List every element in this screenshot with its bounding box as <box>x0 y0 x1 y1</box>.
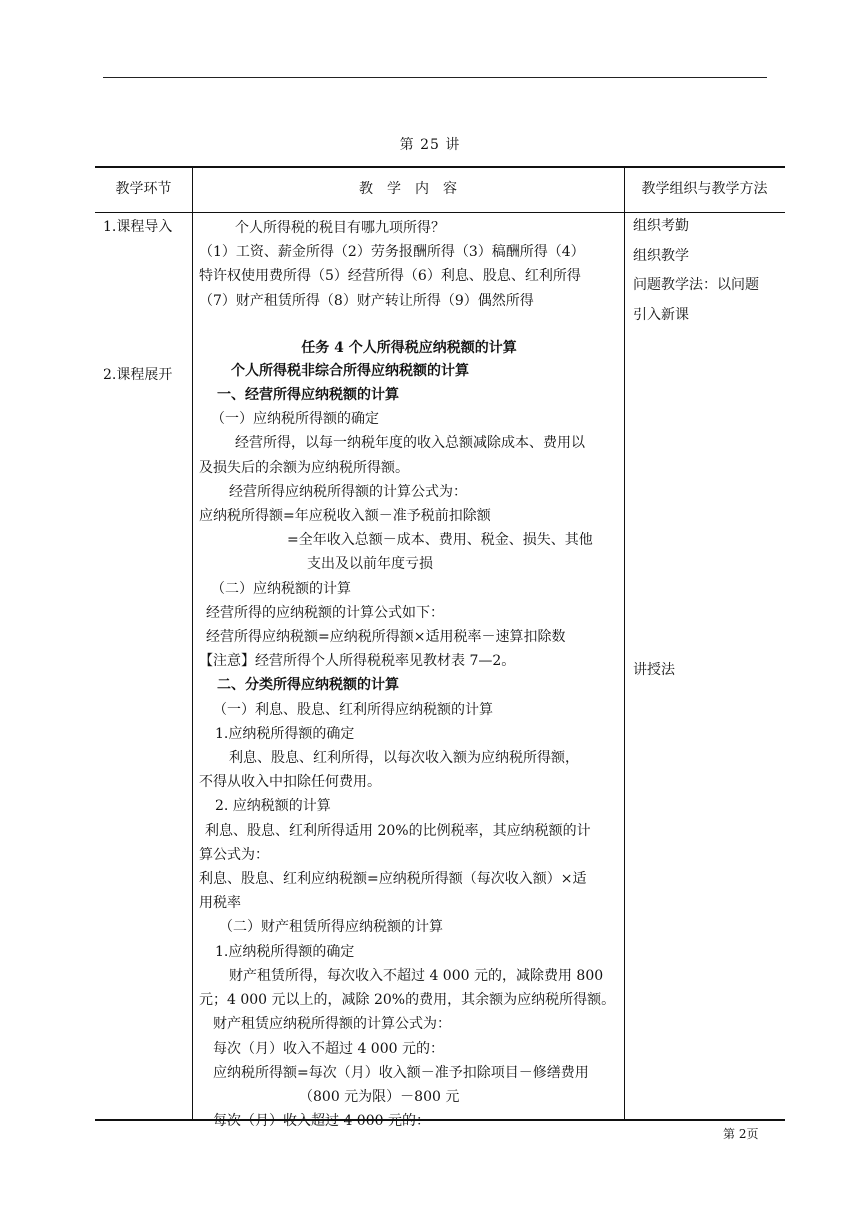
text-line: 经营所得，以每一纳税年度的收入总额减除成本、费用以 <box>235 435 585 452</box>
formula-line: 利息、股息、红利应纳税额=应纳税所得额（每次收入额）×适 <box>199 871 587 888</box>
method-item: 组织教学 <box>633 247 689 264</box>
text-line: 特许权使用费所得（5）经营所得（6）利息、股息、红利所得 <box>199 268 581 285</box>
formula-line: 支出及以前年度亏损 <box>307 556 433 573</box>
text-line: 元；4 000 元以上的，减除 20%的费用，其余额为应纳税所得额。 <box>199 992 616 1009</box>
methods-intro <box>633 217 783 335</box>
page-number: 第 2页 <box>723 1127 759 1141</box>
subsection-heading: （一）利息、股息、红利所得应纳税额的计算 <box>213 701 493 718</box>
lesson-table <box>95 166 785 1130</box>
column-divider-2 <box>624 166 625 1121</box>
text-line: 及损失后的余额为应纳税所得额。 <box>199 459 409 476</box>
text-line: 经营所得的应纳税额的计算公式如下： <box>206 604 444 621</box>
stage-intro: 1.课程导入 <box>103 219 173 235</box>
text-line: 财产租赁所得，每次收入不超过 4 000 元的，减除费用 800 <box>229 967 604 984</box>
text-line: （1）工资、薪金所得（2）劳务报酬所得（3）稿酬所得（4） <box>199 244 585 261</box>
formula-line: 用税率 <box>199 895 241 912</box>
text-line: 不得从收入中扣除任何费用。 <box>199 774 381 791</box>
text-line: 财产租赁应纳税所得额的计算公式为： <box>213 1016 451 1033</box>
column-divider-1 <box>192 166 193 1121</box>
teaching-content <box>199 216 619 1133</box>
subsection-heading: （二）应纳税额的计算 <box>211 580 351 597</box>
spacer <box>199 313 619 337</box>
method-item: 引入新课 <box>633 306 689 323</box>
text-line: 利息、股息、红利所得适用 20%的比例税率，其应纳税额的计 <box>205 822 591 839</box>
note-line: 【注意】经营所得个人所得税税率见教材表 7—2。 <box>199 653 516 670</box>
subsection-heading: （二）财产租赁所得应纳税额的计算 <box>219 919 443 936</box>
text-line: 1.应纳税所得额的确定 <box>215 943 355 960</box>
stage-expand: 2.课程展开 <box>103 367 173 383</box>
formula-line: =全年收入总额－成本、费用、税金、损失、其他 <box>287 532 593 549</box>
lecture-title: 第 25 讲 <box>399 137 461 153</box>
text-line: 利息、股息、红利所得，以每次收入额为应纳税所得额， <box>229 750 579 767</box>
text-line: 1.应纳税所得额的确定 <box>215 725 355 742</box>
section-heading: 二、分类所得应纳税额的计算 <box>217 677 399 694</box>
table-header-rule <box>95 212 785 213</box>
method-lecture: 讲授法 <box>633 662 675 678</box>
method-item: 组织考勤 <box>633 218 689 234</box>
formula-line: （800 元为限）－800 元 <box>299 1088 460 1105</box>
question-line: 个人所得税的税目有哪九项所得？ <box>235 220 445 236</box>
section-heading: 一、经营所得应纳税额的计算 <box>217 387 399 404</box>
formula-line: 应纳税所得额=每次（月）收入额－准予扣除项目－修缮费用 <box>213 1064 589 1081</box>
header-content: 教 学 内 容 <box>359 181 457 197</box>
text-line: 每次（月）收入不超过 4 000 元的： <box>213 1040 444 1057</box>
header-method: 教学组织与教学方法 <box>641 181 768 197</box>
text-line: 每次（月）收入超过 4 000 元的： <box>213 1113 430 1130</box>
text-line: 算公式为： <box>199 846 269 863</box>
formula-line: 经营所得应纳税额=应纳税所得额×适用税率－速算扣除数 <box>206 629 566 646</box>
text-line: （7）财产租赁所得（8）财产转让所得（9）偶然所得 <box>199 292 534 309</box>
header-rule <box>103 77 767 78</box>
formula-line: 应纳税所得额=年应税收入额－准予税前扣除额 <box>199 508 491 525</box>
method-item: 问题教学法：以问题 <box>633 277 759 293</box>
header-stage: 教学环节 <box>115 181 172 197</box>
subsection-heading: （一）应纳税所得额的确定 <box>211 411 379 428</box>
text-line: 经营所得应纳税所得额的计算公式为： <box>229 483 467 500</box>
section-subtitle: 个人所得税非综合所得应纳税额的计算 <box>231 362 469 379</box>
text-line: 2. 应纳税额的计算 <box>215 798 331 815</box>
task-title: 任务 4 个人所得税应纳税额的计算 <box>301 339 517 356</box>
